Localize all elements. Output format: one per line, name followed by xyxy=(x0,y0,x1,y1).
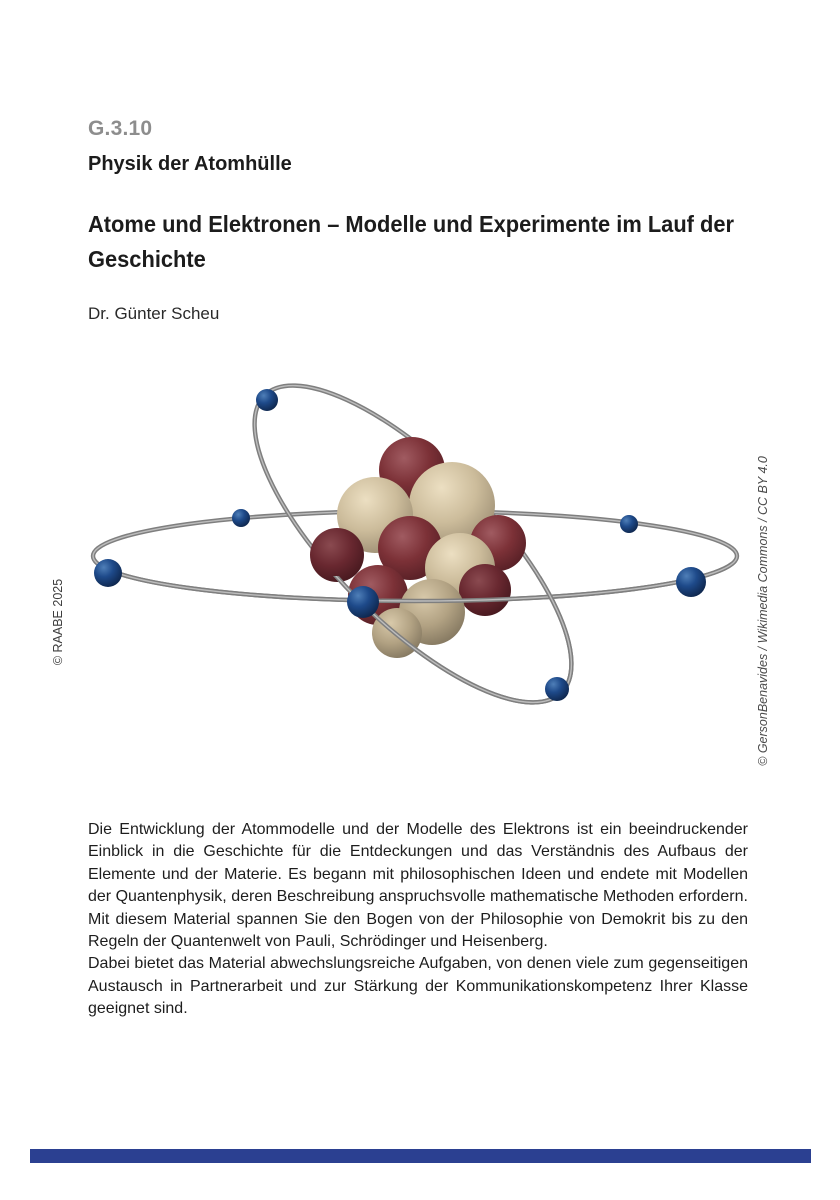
page-title-line-2: Geschichte xyxy=(88,246,206,272)
atom-nucleus xyxy=(310,437,526,658)
electron xyxy=(347,586,379,618)
intro-paragraph-2: Mit diesem Material spannen Sie den Bogen von der Philosophie von Demokrit bis zu den Regeln der Quantenwelt von Pauli, Schrödinger und Heisenberg. xyxy=(88,910,748,951)
electron xyxy=(676,567,706,597)
page-title-line-1: Atome und Elektronen – Modelle und Experimente im Lauf der xyxy=(88,211,735,237)
nucleon-red xyxy=(459,564,511,616)
electron xyxy=(232,509,250,527)
electron xyxy=(94,559,122,587)
electron xyxy=(256,389,278,411)
nucleon-red xyxy=(310,528,364,582)
image-credit: © GersonBenavides / Wikimedia Commons / CC BY 4.0 xyxy=(756,456,770,766)
electron xyxy=(545,677,569,701)
intro-text xyxy=(88,819,748,1021)
unit-code: G.3.10 xyxy=(88,117,153,140)
author-name: Dr. Günter Scheu xyxy=(88,304,220,323)
series-title: Physik der Atomhülle xyxy=(88,153,292,175)
intro-paragraph-1: Die Entwicklung der Atommodelle und der Modelle des Elektrons ist ein beeindruckender Einblick in die Geschichte für die Entdeckungen und das Verständnis des Aufbaus der Elemente und der Materie. Es begann mit philosophischen Ideen und endete mit Modellen der Quantenphysik, deren Beschreibung anspruchsvolle mathematische Methoden erfordern. xyxy=(88,821,748,906)
intro-paragraph-3: Dabei bietet das Material abwechslungsreiche Aufgaben, von denen viele zum gegenseitigen Austausch in Partnerarbeit und zur Stärkung der Kommunikationskompetenz Ihrer Klasse geeignet sind. xyxy=(88,955,748,1018)
copyright-publisher: © RAABE 2025 xyxy=(51,578,65,666)
footer-accent-bar xyxy=(30,1149,811,1163)
electron xyxy=(620,515,638,533)
